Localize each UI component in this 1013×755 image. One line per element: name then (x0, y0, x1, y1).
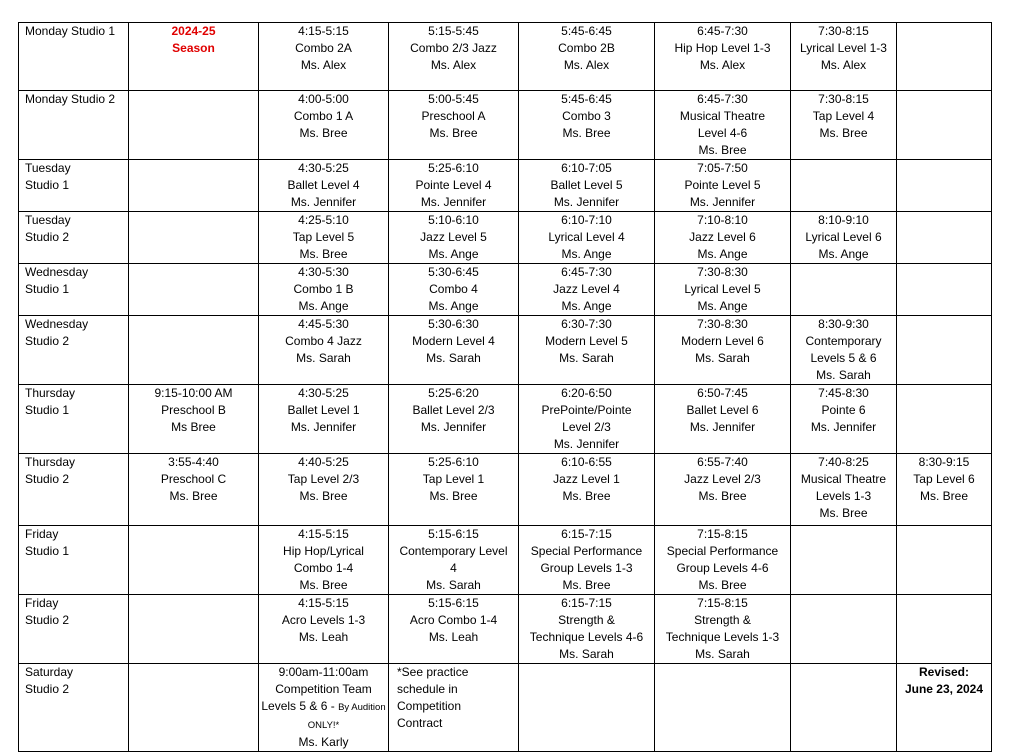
class-cell (897, 526, 992, 595)
class-cell: 7:40-8:25 Musical Theatre Levels 1-3 Ms. Bree (791, 454, 897, 526)
table-row (19, 212, 992, 264)
class-cell: 7:10-8:10 Jazz Level 6 Ms. Ange (655, 212, 791, 264)
class-cell: 5:00-5:45 Preschool A Ms. Bree (389, 91, 519, 160)
day-cell: Saturday Studio 2 (19, 664, 129, 752)
class-cell: 8:10-9:10 Lyrical Level 6 Ms. Ange (791, 212, 897, 264)
class-cell: 5:15-5:45 Combo 2/3 Jazz Ms. Alex (389, 23, 519, 91)
day-cell: Monday Studio 1 (19, 23, 129, 91)
competition-main: 9:00am-11:00am Competition Team Levels 5 & 6 - (261, 665, 372, 713)
class-cell (897, 91, 992, 160)
class-cell: 4:00-5:00 Combo 1 A Ms. Bree (259, 91, 389, 160)
class-cell (791, 160, 897, 212)
class-cell: 9:15-10:00 AM Preschool B Ms Bree (129, 385, 259, 454)
class-cell (129, 264, 259, 316)
class-cell (791, 664, 897, 752)
class-cell: 6:10-7:05 Ballet Level 5 Ms. Jennifer (519, 160, 655, 212)
class-cell: 4:15-5:15 Acro Levels 1-3 Ms. Leah (259, 595, 389, 664)
class-cell (129, 212, 259, 264)
table-row (19, 264, 992, 316)
season-cell: 2024-25 Season (129, 23, 259, 91)
class-cell: 4:30-5:25 Ballet Level 4 Ms. Jennifer (259, 160, 389, 212)
class-cell: 7:30-8:30 Modern Level 6 Ms. Sarah (655, 316, 791, 385)
class-cell (129, 664, 259, 752)
class-cell: 3:55-4:40 Preschool C Ms. Bree (129, 454, 259, 526)
class-cell: 5:25-6:20 Ballet Level 2/3 Ms. Jennifer (389, 385, 519, 454)
class-cell (129, 160, 259, 212)
class-cell: 8:30-9:15 Tap Level 6 Ms. Bree (897, 454, 992, 526)
class-cell (791, 264, 897, 316)
table-row (19, 595, 992, 664)
class-cell: 5:45-6:45 Combo 3 Ms. Bree (519, 91, 655, 160)
class-cell (897, 160, 992, 212)
class-cell: 7:30-8:30 Lyrical Level 5 Ms. Ange (655, 264, 791, 316)
class-cell (129, 91, 259, 160)
class-cell: 6:20-6:50 PrePointe/Pointe Level 2/3 Ms. Jennifer (519, 385, 655, 454)
class-cell: 5:30-6:30 Modern Level 4 Ms. Sarah (389, 316, 519, 385)
table-row (19, 385, 992, 454)
class-cell: 4:30-5:25 Ballet Level 1 Ms. Jennifer (259, 385, 389, 454)
class-cell: 6:30-7:30 Modern Level 5 Ms. Sarah (519, 316, 655, 385)
class-cell: 6:45-7:30 Jazz Level 4 Ms. Ange (519, 264, 655, 316)
day-cell: Tuesday Studio 2 (19, 212, 129, 264)
class-cell: 4:40-5:25 Tap Level 2/3 Ms. Bree (259, 454, 389, 526)
audition-note: By Audition ONLY!* (307, 702, 386, 731)
class-cell: 5:30-6:45 Combo 4 Ms. Ange (389, 264, 519, 316)
class-cell (655, 664, 791, 752)
class-cell: 4:15-5:15 Hip Hop/Lyrical Combo 1-4 Ms. Bree (259, 526, 389, 595)
day-cell: Wednesday Studio 2 (19, 316, 129, 385)
class-cell: 7:05-7:50 Pointe Level 5 Ms. Jennifer (655, 160, 791, 212)
class-cell: 6:55-7:40 Jazz Level 2/3 Ms. Bree (655, 454, 791, 526)
class-cell: 6:15-7:15 Special Performance Group Levels 1-3 Ms. Bree (519, 526, 655, 595)
class-cell (129, 595, 259, 664)
class-cell: 5:10-6:10 Jazz Level 5 Ms. Ange (389, 212, 519, 264)
class-cell: 5:15-6:15 Contemporary Level 4 Ms. Sarah (389, 526, 519, 595)
class-cell: 6:50-7:45 Ballet Level 6 Ms. Jennifer (655, 385, 791, 454)
table-row (19, 91, 992, 160)
class-cell (897, 316, 992, 385)
competition-teacher: Ms. Karly (298, 735, 349, 749)
class-cell: 6:15-7:15 Strength & Technique Levels 4-6 Ms. Sarah (519, 595, 655, 664)
table-row (19, 160, 992, 212)
class-cell (897, 264, 992, 316)
schedule-table (18, 22, 992, 752)
day-cell: Tuesday Studio 1 (19, 160, 129, 212)
class-cell (897, 595, 992, 664)
class-cell: 4:15-5:15 Combo 2A Ms. Alex (259, 23, 389, 91)
class-cell (129, 526, 259, 595)
class-cell (129, 316, 259, 385)
table-row (19, 316, 992, 385)
table-row (19, 23, 992, 91)
class-cell (897, 23, 992, 91)
class-cell: 6:10-6:55 Jazz Level 1 Ms. Bree (519, 454, 655, 526)
class-cell: 5:45-6:45 Combo 2B Ms. Alex (519, 23, 655, 91)
table-row (19, 664, 992, 752)
day-cell: Friday Studio 2 (19, 595, 129, 664)
table-row (19, 526, 992, 595)
class-cell: 4:25-5:10 Tap Level 5 Ms. Bree (259, 212, 389, 264)
day-cell: Monday Studio 2 (19, 91, 129, 160)
day-cell: Thursday Studio 2 (19, 454, 129, 526)
class-cell: 6:45-7:30 Hip Hop Level 1-3 Ms. Alex (655, 23, 791, 91)
table-row (19, 454, 992, 526)
class-cell: 7:45-8:30 Pointe 6 Ms. Jennifer (791, 385, 897, 454)
revised-date: Revised: June 23, 2024 (897, 664, 992, 752)
class-cell: 4:45-5:30 Combo 4 Jazz Ms. Sarah (259, 316, 389, 385)
class-cell: 8:30-9:30 Contemporary Levels 5 & 6 Ms. Sarah (791, 316, 897, 385)
class-cell (791, 526, 897, 595)
class-cell: 7:30-8:15 Lyrical Level 1-3 Ms. Alex (791, 23, 897, 91)
day-cell: Thursday Studio 1 (19, 385, 129, 454)
class-cell (897, 212, 992, 264)
class-cell (897, 385, 992, 454)
class-cell: 7:15-8:15 Strength & Technique Levels 1-3 Ms. Sarah (655, 595, 791, 664)
class-cell: 5:25-6:10 Tap Level 1 Ms. Bree (389, 454, 519, 526)
day-cell: Friday Studio 1 (19, 526, 129, 595)
class-cell: 5:25-6:10 Pointe Level 4 Ms. Jennifer (389, 160, 519, 212)
class-cell: 6:45-7:30 Musical Theatre Level 4-6 Ms. Bree (655, 91, 791, 160)
class-cell: 5:15-6:15 Acro Combo 1-4 Ms. Leah (389, 595, 519, 664)
class-cell (519, 664, 655, 752)
class-cell: 4:30-5:30 Combo 1 B Ms. Ange (259, 264, 389, 316)
class-cell (791, 595, 897, 664)
competition-cell (259, 664, 389, 752)
day-cell: Wednesday Studio 1 (19, 264, 129, 316)
class-cell: 7:30-8:15 Tap Level 4 Ms. Bree (791, 91, 897, 160)
class-cell: 6:10-7:10 Lyrical Level 4 Ms. Ange (519, 212, 655, 264)
class-cell: 7:15-8:15 Special Performance Group Levels 4-6 Ms. Bree (655, 526, 791, 595)
practice-note-cell: *See practice schedule in Competition Contract (389, 664, 519, 752)
